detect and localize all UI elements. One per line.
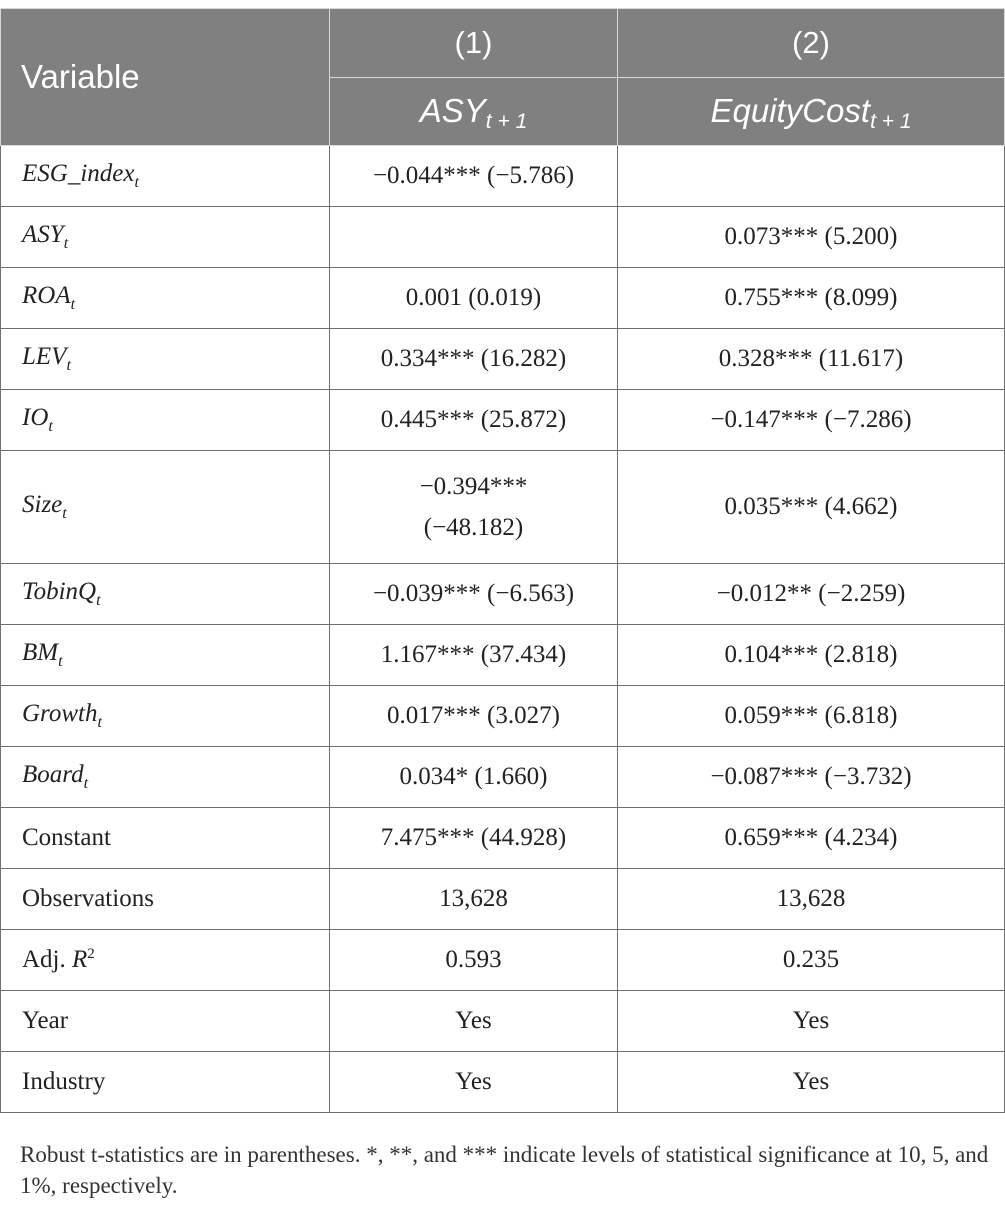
cell-col1: −0.044*** (−5.786)	[330, 146, 618, 207]
dep-var-subscript: t + 1	[485, 110, 528, 134]
row-label: ESG_index$_t$	[1, 146, 330, 207]
table-row	[1, 1052, 1005, 1113]
table-row	[1, 808, 1005, 869]
cell-col1: 0.334*** (16.282)	[330, 329, 618, 390]
cell-col1	[330, 207, 618, 268]
regression-table	[0, 8, 1005, 1113]
table-row	[1, 686, 1005, 747]
cell-col1: 0.445*** (25.872)	[330, 390, 618, 451]
cell-col1: Yes	[330, 1052, 618, 1113]
table-row	[1, 451, 1005, 564]
column-2-number: (2)	[618, 9, 1005, 78]
cell-col2: 0.659*** (4.234)	[618, 808, 1005, 869]
table-row	[1, 207, 1005, 268]
cell-col2: 0.104*** (2.818)	[618, 625, 1005, 686]
cell-col2: −0.147*** (−7.286)	[618, 390, 1005, 451]
cell-col1: 0.593	[330, 930, 618, 991]
cell-col2: −0.012** (−2.259)	[618, 564, 1005, 625]
cell-col1: Yes	[330, 991, 618, 1052]
cell-col1: 13,628	[330, 869, 618, 930]
column-1-number: (1)	[330, 9, 618, 78]
row-label: Year	[1, 991, 330, 1052]
cell-col1: −0.394*** (−48.182)	[330, 451, 618, 564]
cell-col2: 0.035*** (4.662)	[618, 451, 1005, 564]
row-label: TobinQ$_t$	[1, 564, 330, 625]
cell-col1: 7.475*** (44.928)	[330, 808, 618, 869]
cell-col2: Yes	[618, 1052, 1005, 1113]
table-row	[1, 268, 1005, 329]
table-footnote: Robust t-statistics are in parentheses. *, **, and *** indicate levels of statistical significance at 10, 5, and 1%, respectively.	[20, 1142, 989, 1198]
dep-var-equitycost: EquityCost	[710, 92, 871, 130]
cell-col2: 0.235	[618, 930, 1005, 991]
cell-col2: −0.087*** (−3.732)	[618, 747, 1005, 808]
table-row	[1, 991, 1005, 1052]
row-label: Observations	[1, 869, 330, 930]
table-row	[1, 930, 1005, 991]
cell-col1: −0.039*** (−6.563)	[330, 564, 618, 625]
table-header	[1, 9, 1005, 146]
cell-col2: 0.073*** (5.200)	[618, 207, 1005, 268]
cell-col2: 0.059*** (6.818)	[618, 686, 1005, 747]
cell-col2: Yes	[618, 991, 1005, 1052]
cell-col2: 0.328*** (11.617)	[618, 329, 1005, 390]
row-label: Size$_t$	[1, 451, 330, 564]
dep-var-subscript: t + 1	[870, 110, 912, 134]
row-label: Adj. $R^2$	[1, 930, 330, 991]
row-label: Constant	[1, 808, 330, 869]
cell-col2: 0.755*** (8.099)	[618, 268, 1005, 329]
table-row	[1, 329, 1005, 390]
cell-col1: 0.001 (0.019)	[330, 268, 618, 329]
table-row	[1, 390, 1005, 451]
table-row	[1, 869, 1005, 930]
variable-column-header: Variable	[1, 9, 330, 146]
table-row	[1, 625, 1005, 686]
table-body	[1, 146, 1005, 1113]
row-label: $ROA_t$	[1, 268, 330, 329]
column-2-dependent-variable	[618, 77, 1005, 146]
cell-col1: 0.034* (1.660)	[330, 747, 618, 808]
row-label: $LEV_t$	[1, 329, 330, 390]
cell-col1: 0.017*** (3.027)	[330, 686, 618, 747]
row-label: $IO_t$	[1, 390, 330, 451]
row-label: Growth$_t$	[1, 686, 330, 747]
row-label: $BM_t$	[1, 625, 330, 686]
table-row	[1, 564, 1005, 625]
cell-col1: 1.167*** (37.434)	[330, 625, 618, 686]
column-1-dependent-variable	[330, 77, 618, 146]
row-label: Board$_t$	[1, 747, 330, 808]
cell-col2	[618, 146, 1005, 207]
dep-var-asy: ASY	[419, 92, 486, 130]
row-label: Industry	[1, 1052, 330, 1113]
cell-col2: 13,628	[618, 869, 1005, 930]
table-row	[1, 747, 1005, 808]
row-label: $ASY_t$	[1, 207, 330, 268]
table-row	[1, 146, 1005, 207]
